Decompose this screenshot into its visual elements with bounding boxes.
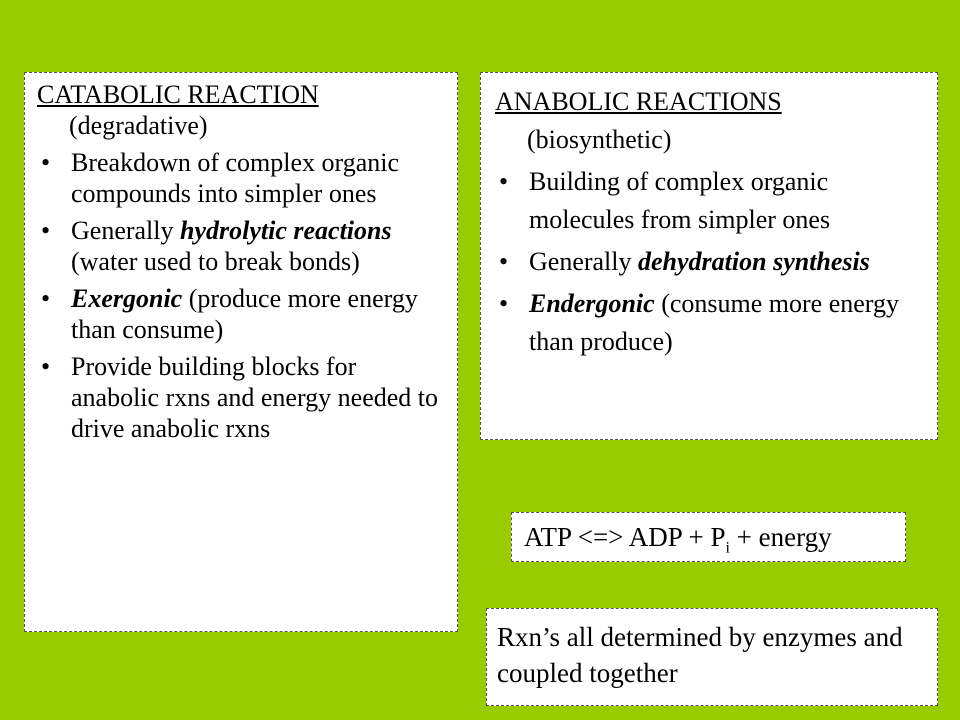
bullet-icon: • bbox=[41, 284, 51, 313]
enzyme-note-box bbox=[486, 608, 938, 706]
anabolic-title: ANABOLIC REACTIONS bbox=[495, 87, 782, 116]
bullet-emphasis: Exergonic bbox=[71, 284, 183, 313]
bullet-text: (consume more energy than produce) bbox=[529, 289, 899, 356]
bullet-text: (water used to break bonds) bbox=[71, 247, 360, 276]
catabolic-bullet bbox=[37, 283, 447, 345]
bullet-icon: • bbox=[499, 247, 509, 276]
catabolic-bullet bbox=[37, 147, 447, 209]
catabolic-bullet bbox=[37, 351, 447, 444]
atp-equation-subscript: i bbox=[725, 539, 730, 557]
enzyme-note-text: Rxn’s all determined by enzymes and coupled together bbox=[497, 622, 903, 688]
anabolic-bullet bbox=[495, 243, 925, 281]
bullet-emphasis: dehydration synthesis bbox=[638, 247, 870, 276]
bullet-text: Breakdown of complex organic compounds into simpler ones bbox=[71, 148, 400, 208]
bullet-icon: • bbox=[41, 148, 51, 177]
bullet-text: Building of complex organic molecules from simpler ones bbox=[529, 167, 831, 234]
bullet-text: (produce more energy than consume) bbox=[71, 284, 418, 344]
atp-equation-box bbox=[511, 512, 906, 562]
anabolic-box bbox=[480, 72, 938, 440]
catabolic-box bbox=[24, 72, 458, 632]
anabolic-heading bbox=[495, 83, 925, 159]
bullet-icon: • bbox=[41, 216, 51, 245]
atp-equation-suffix: + energy bbox=[729, 522, 832, 552]
bullet-icon: • bbox=[499, 167, 509, 196]
bullet-icon: • bbox=[41, 352, 51, 381]
bullet-text: Generally bbox=[71, 216, 181, 245]
anabolic-bullet-list bbox=[495, 163, 925, 361]
bullet-text: Provide building blocks for anabolic rxns and energy needed to drive anabolic rxns bbox=[71, 352, 438, 443]
catabolic-bullet bbox=[37, 215, 447, 277]
anabolic-bullet bbox=[495, 163, 925, 239]
catabolic-bullet-list bbox=[37, 147, 447, 444]
bullet-icon: • bbox=[499, 289, 509, 318]
bullet-text: Generally bbox=[529, 247, 639, 276]
catabolic-title: CATABOLIC REACTION bbox=[37, 80, 319, 109]
anabolic-subtitle: (biosynthetic) bbox=[527, 125, 672, 154]
catabolic-subtitle: (degradative) bbox=[69, 111, 208, 140]
bullet-emphasis: hydrolytic reactions bbox=[180, 216, 392, 245]
catabolic-heading bbox=[37, 79, 447, 141]
bullet-emphasis: Endergonic bbox=[529, 289, 655, 318]
atp-equation-prefix: ATP <=> ADP + P bbox=[524, 522, 726, 552]
anabolic-bullet bbox=[495, 285, 925, 361]
